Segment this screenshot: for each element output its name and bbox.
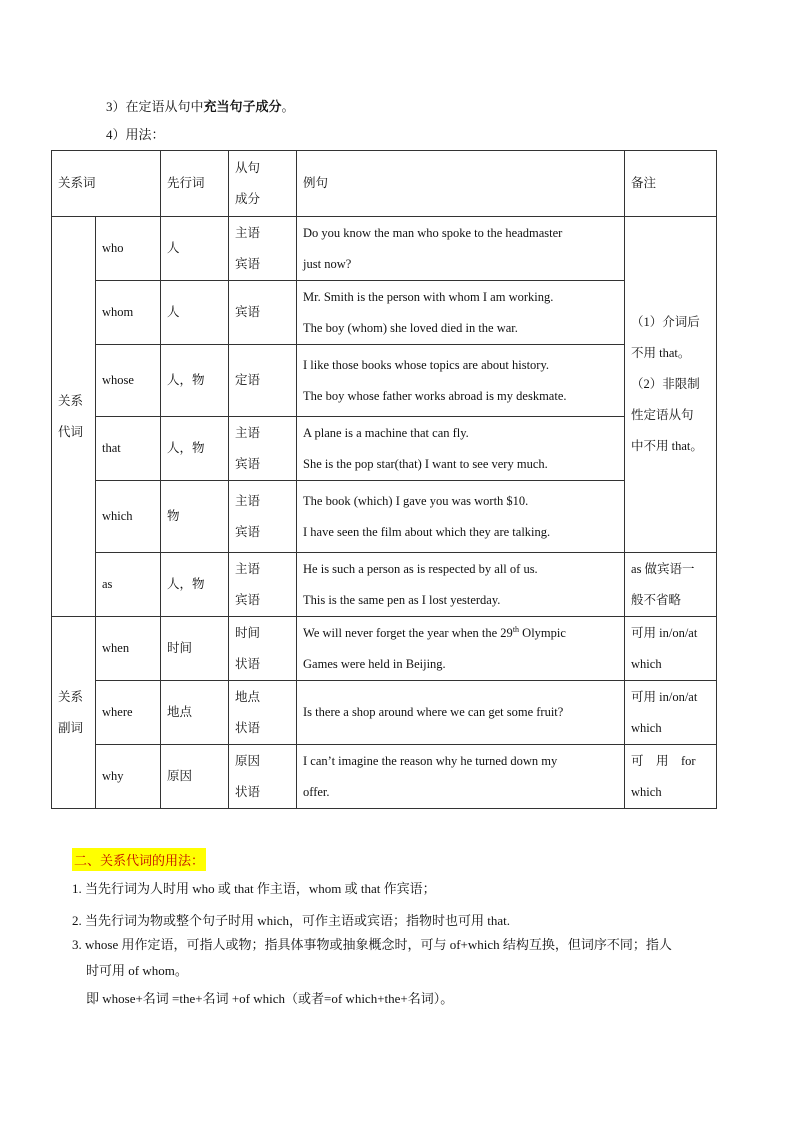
example-line1: Do you know the man who spoke to the headmaster <box>303 225 563 240</box>
table-row <box>52 745 717 809</box>
table-row <box>52 481 717 553</box>
relative-words-table <box>51 150 717 809</box>
role-line2: 状语 <box>235 720 261 735</box>
word-cell: why <box>96 745 161 809</box>
note-when-line2: which <box>631 656 662 671</box>
antecedent-cell: 人，物 <box>161 417 229 481</box>
note-when <box>625 617 717 681</box>
group-pronoun-line1: 关系 <box>58 393 84 408</box>
note-where-line2: which <box>631 720 662 735</box>
example-line2: just now? <box>303 256 352 271</box>
antecedent-cell: 人，物 <box>161 553 229 617</box>
note-where <box>625 681 717 745</box>
table-row <box>52 345 717 417</box>
section-title: 二、关系代词的用法： <box>72 848 206 871</box>
role-line2: 宾语 <box>235 592 261 607</box>
note-pronoun-line1: （1）介词后 <box>631 315 700 329</box>
role-line1: 地点 <box>235 689 261 704</box>
header-clause-role-line2: 成分 <box>235 191 261 206</box>
usage-point-3: 3. whose 用作定语，可指人或物；指具体事物或抽象概念时，可与 of+which 结构互换，但词序不同；指人 <box>72 937 672 952</box>
antecedent-cell: 时间 <box>161 617 229 681</box>
role-line1: 原因 <box>235 753 261 768</box>
role-line2: 宾语 <box>235 256 261 271</box>
word-cell: whom <box>96 281 161 345</box>
intro-line-3-bold: 充当句子成分 <box>203 99 282 114</box>
example-line2: offer. <box>303 784 330 799</box>
example-cell <box>297 345 625 417</box>
intro-line-4: 4）用法： <box>106 127 165 142</box>
table-row <box>52 417 717 481</box>
role-line1: 主语 <box>235 561 261 576</box>
word-cell: that <box>96 417 161 481</box>
group-relative-adverb <box>52 617 96 809</box>
note-pronoun <box>625 217 717 553</box>
role-cell <box>229 681 297 745</box>
role-cell <box>229 553 297 617</box>
group-adverb-line1: 关系 <box>58 689 84 704</box>
note-pronoun-line5: 中不用 that。 <box>631 439 703 453</box>
example-line1: The book (which) I gave you was worth $10. <box>303 493 529 508</box>
example-cell <box>297 553 625 617</box>
intro-line-3-prefix: 3）在定语从句中 <box>106 99 204 114</box>
role-line1: 时间 <box>235 625 261 640</box>
role-cell <box>229 617 297 681</box>
word-cell: who <box>96 217 161 281</box>
note-pronoun-line3: （2）非限制 <box>631 377 700 391</box>
role-line1: 主语 <box>235 225 261 240</box>
note-as <box>625 553 717 617</box>
header-relative-word: 关系词 <box>52 151 161 217</box>
table-header-row <box>52 151 717 217</box>
note-when-line1: 可用 in/on/at <box>631 625 698 640</box>
note-as-line2: 般不省略 <box>631 592 682 607</box>
example-cell <box>297 417 625 481</box>
header-clause-role-line1: 从句 <box>235 160 261 175</box>
ordinal-suffix: th <box>512 624 520 634</box>
intro-line-3 <box>106 96 295 115</box>
word-cell: which <box>96 481 161 553</box>
role-cell: 宾语 <box>229 281 297 345</box>
example-line2: I have seen the film about which they are talking. <box>303 524 551 539</box>
usage-point-2: 2. 当先行词为物或整个句子时用 which，可作主语或宾语；指物时也可用 that. <box>72 913 511 928</box>
role-line2: 宾语 <box>235 456 261 471</box>
example-cell <box>297 217 625 281</box>
example-line2: The boy whose father works abroad is my deskmate. <box>303 388 567 403</box>
example-line1 <box>303 618 618 649</box>
example-line1: I like those books whose topics are about history. <box>303 357 550 372</box>
note-where-line1: 可用 in/on/at <box>631 689 698 704</box>
intro-line-3-suffix: 。 <box>281 99 295 114</box>
example-line2: This is the same pen as I lost yesterday. <box>303 592 501 607</box>
group-adverb-line2: 副词 <box>58 720 84 735</box>
header-note: 备注 <box>625 151 717 217</box>
role-cell: 定语 <box>229 345 297 417</box>
table-row <box>52 553 717 617</box>
example-line2: The boy (whom) she loved died in the war. <box>303 320 518 335</box>
role-cell <box>229 481 297 553</box>
example-cell <box>297 281 625 345</box>
word-cell: when <box>96 617 161 681</box>
example-line2: Games were held in Beijing. <box>303 656 446 671</box>
word-cell: as <box>96 553 161 617</box>
note-pronoun-line4: 性定语从句 <box>631 408 694 422</box>
antecedent-cell: 地点 <box>161 681 229 745</box>
example-cell: Is there a shop around where we can get some fruit? <box>297 681 625 745</box>
role-cell <box>229 217 297 281</box>
role-cell <box>229 417 297 481</box>
note-why-line1: 可 用 for <box>631 753 696 768</box>
note-why <box>625 745 717 809</box>
role-line2: 宾语 <box>235 524 261 539</box>
note-pronoun-line2: 不用 that。 <box>631 346 691 360</box>
usage-formula: 即 whose+名词 =the+名词 +of which（或者=of which+the+名词）。 <box>86 991 454 1006</box>
example-line2: She is the pop star(that) I want to see very much. <box>303 456 548 471</box>
example-line1: He is such a person as is respected by all of us. <box>303 561 538 576</box>
table-row <box>52 281 717 345</box>
usage-point-3-continued: 时可用 of whom。 <box>86 963 188 978</box>
example-line1: A plane is a machine that can fly. <box>303 425 469 440</box>
antecedent-cell: 人 <box>161 281 229 345</box>
antecedent-cell: 人，物 <box>161 345 229 417</box>
word-cell: where <box>96 681 161 745</box>
note-why-line2: which <box>631 784 662 799</box>
header-antecedent: 先行词 <box>161 151 229 217</box>
word-cell: whose <box>96 345 161 417</box>
header-example: 例句 <box>297 151 625 217</box>
role-cell <box>229 745 297 809</box>
table-row <box>52 681 717 745</box>
table-row <box>52 617 717 681</box>
table-row <box>52 217 717 281</box>
example-line1-a: We will never forget the year when the 29 <box>303 625 513 640</box>
role-line1: 主语 <box>235 425 261 440</box>
role-line2: 状语 <box>235 656 261 671</box>
antecedent-cell: 物 <box>161 481 229 553</box>
example-line1-b: Olympic <box>519 625 566 640</box>
antecedent-cell: 原因 <box>161 745 229 809</box>
group-relative-pronoun <box>52 217 96 617</box>
header-clause-role <box>229 151 297 217</box>
antecedent-cell: 人 <box>161 217 229 281</box>
example-cell <box>297 617 625 681</box>
example-cell <box>297 745 625 809</box>
group-pronoun-line2: 代词 <box>58 424 84 439</box>
example-line1: I can’t imagine the reason why he turned down my <box>303 753 558 768</box>
role-line1: 主语 <box>235 493 261 508</box>
role-line2: 状语 <box>235 784 261 799</box>
note-as-line1: as 做宾语一 <box>631 561 695 576</box>
example-cell <box>297 481 625 553</box>
example-line1: Mr. Smith is the person with whom I am working. <box>303 289 554 304</box>
usage-point-1: 1. 当先行词为人时用 who 或 that 作主语，whom 或 that 作宾语； <box>72 881 436 896</box>
